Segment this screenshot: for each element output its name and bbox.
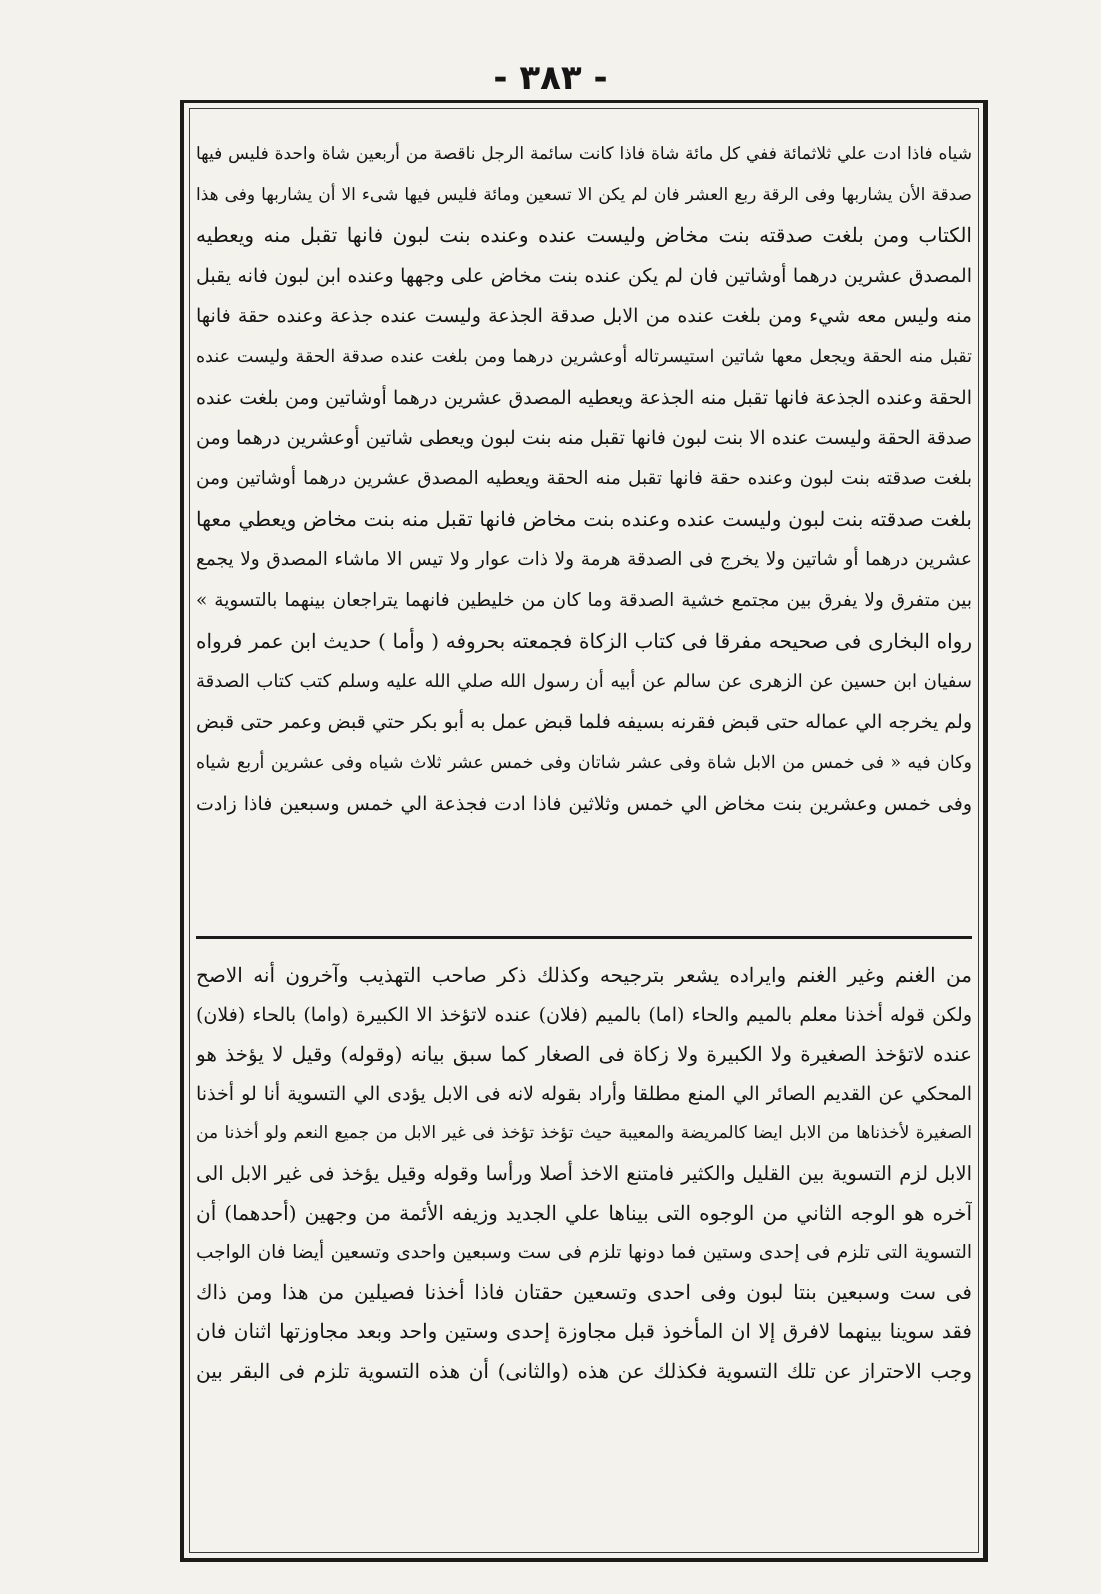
commentary-line: المحكي عن القديم الصائر الي المنع مطلقا وأراد بقوله لانه فى الابل يؤدى الي التسوية أنا لو أخذنا [196, 1082, 972, 1105]
main-text-line: منه وليس معه شيء ومن بلغت عنده من الابل صدقة الجذعة وليست عنده جذعة وعنده حقة فانها [196, 305, 972, 328]
page-number: - ٣٨٣ - [493, 58, 608, 98]
section-divider [196, 936, 972, 939]
main-text-line: بلغت صدقته بنت لبون وعنده حقة فانها تقبل منه الحقة ويعطيه المصدق عشرين درهما أوشاتين ومن [196, 467, 972, 489]
main-text-line: صدقة الحقة وليست عنده الا بنت لبون فانها تقبل منه بنت لبون ويعطى شاتين أوعشرين درهما ومن [196, 427, 972, 450]
main-text-line: الحقة وعنده الجذعة فانها تقبل منه الجذعة ويعطيه المصدق عشرين درهما أوشاتين ومن بلغت عنده [196, 386, 972, 409]
main-text-line: المصدق عشرين درهما أوشاتين فان لم يكن عنده بنت مخاض على وجهها وعنده ابن لبون فانه يقبل [196, 264, 972, 287]
main-text-line: ولم يخرجه الي عماله حتى قبض فقرنه بسيفه فلما قبض عمل به أبو بكر حتي قبض وعمر حتى قبض [196, 711, 972, 734]
main-text-line: الكتاب ومن بلغت صدقته بنت مخاض وليست عنده وعنده بنت لبون فانها تقبل منه ويعطيه [196, 223, 972, 248]
main-text-line: صدقة الأن يشاربها وفى الرقة ربع العشر فان لم يكن الا تسعين ومائة فليس فيها شىء الا أن يشاربها وفى هذا [196, 184, 972, 205]
commentary-line: ولكن قوله أخذنا معلم بالميم والحاء (اما) بالميم (فلان) عنده لاتؤخذ الا الكبيرة (واما) بالحاء (فلان) [196, 1003, 972, 1026]
main-text [196, 134, 972, 824]
commentary-line: الابل لزم التسوية بين القليل والكثير فامتنع الاخذ أصلا ورأسا وقوله وقيل يؤخذ فى غير الابل الى [196, 1161, 972, 1185]
commentary-line: الصغيرة لأخذناها من الابل ايضا كالمريضة والمعيبة حيث تؤخذ تؤخذ فى غير الابل من جميع النعم ولو أخذنا من [196, 1123, 972, 1144]
commentary-line: آخره هو الوجه الثاني من الوجوه التى بيناها علي الجديد وزيفه الأئمة من وجهين (أحدهما) أن [196, 1200, 972, 1225]
commentary-line: فقد سوينا بينهما لافرق إلا ان المأخوذ قبل مجاوزة إحدى وستين واحد وبعد مجاوزتها اثنان فان [196, 1319, 972, 1344]
main-text-line: تقبل منه الحقة ويجعل معها شاتين استيسرتاله أوعشرين درهما ومن بلغت عنده صدقة الحقة وليست عنده [196, 346, 972, 367]
main-text-line: بين متفرق ولا يفرق بين مجتمع خشية الصدقة وما كان من خليطين فانهما يتراجعان بينهما بالتسوية » [196, 589, 972, 611]
main-text-line: رواه البخارى فى صحيحه مفرقا فى كتاب الزكاة فجمعته بحروفه ( وأما ) حديث ابن عمر فرواه [196, 629, 972, 654]
main-text-line: وكان فيه « فى خمس من الابل شاة وفى عشر شاتان وفى خمس عشر ثلاث شياه وفى عشرين أربع شياه [196, 752, 972, 773]
commentary-line: فى ست وسبعين بنتا لبون وفى احدى وتسعين حقتان فاذا أخذنا فصيلين من هذا ومن ذاك [196, 1279, 972, 1304]
commentary-line: وجب الاحتراز عن تلك التسوية فكذلك عن هذه (والثانى) أن هذه التسوية تلزم فى البقر بين [196, 1358, 972, 1383]
main-text-line: عشرين درهما أو شاتين ولا يخرج فى الصدقة هرمة ولا ذات عوار ولا تيس الا ماشاء المصدق ولا يجمع [196, 548, 972, 570]
main-text-line: سفيان ابن حسين عن الزهرى عن سالم عن أبيه أن رسول الله صلي الله عليه وسلم كتب كتاب الصدقة [196, 670, 972, 692]
main-text-line: وفى خمس وعشرين بنت مخاض الي خمس وثلاثين فاذا ادت فجذعة الي خمس وسبعين فاذا زادت [196, 792, 972, 815]
commentary-line: التسوية التى تلزم فى إحدى وستين فما دونها تلزم فى ست وسبعين واحدى وتسعين أيضا فان الواجب [196, 1242, 972, 1264]
commentary-line: عنده لاتؤخذ الصغيرة ولا الكبيرة ولا زكاة فى الصغار كما سبق بيانه (وقوله) وقيل لا يؤخذ هو [196, 1042, 972, 1067]
commentary-text [196, 956, 972, 1392]
commentary-line: من الغنم وغير الغنم وايراده يشعر بترجيحه وكذلك ذكر صاحب التهذيب وآخرون أنه الاصح [196, 963, 972, 987]
main-text-line: شياه فاذا ادت علي ثلاثمائة ففي كل مائة شاة فاذا كانت سائمة الرجل ناقصة من أربعين شاة واحدة فليس فيها [196, 144, 972, 164]
main-text-line: بلغت صدقته بنت لبون وليست عنده وعنده بنت مخاض فانها تقبل منه بنت مخاض ويعطي معها [196, 507, 972, 532]
